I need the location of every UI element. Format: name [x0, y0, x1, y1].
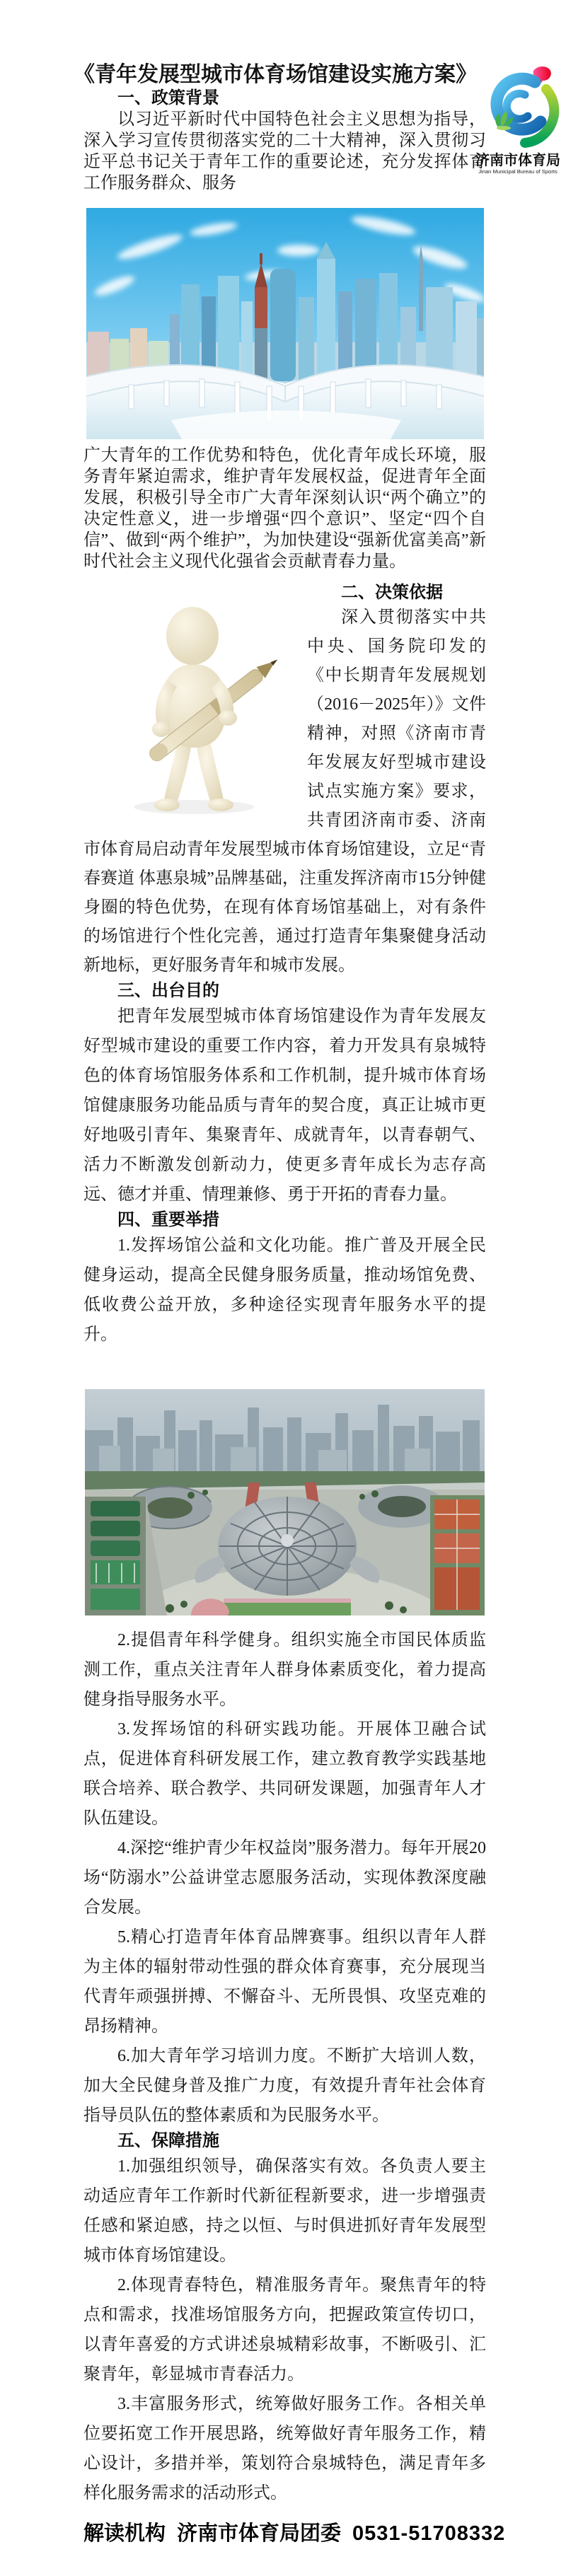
document-page: [0, 62, 566, 2576]
section-3-paragraph: 把青年发展型城市体育场馆建设作为青年发展友好型城市建设的重要工作内容，着力开发具有泉城特色的体育场馆服务体系和工作机制，提升城市体育场馆健康服务功能品质与青年的契合度，真正让城市更好地吸引青年、集聚青年、成就青年，以青春朝气、活力不断激发创新动力，使更多青年成长为志存高远、德才并重、情理兼修、勇于开拓的青春力量。: [83, 1007, 486, 1204]
stadium-aerial-image: [85, 1389, 485, 1615]
section-policy-background: [83, 88, 486, 572]
section-2-paragraph: 深入贯彻落实中共中央、国务院印发的《中长期青年发展规划（2016－2025年）》文件精神，对照《济南市青年发展友好型城市建设试点实施方案》要求，共青团济南市委、济南市体育局启动青年发展型城市体育场馆建设，立足“青春赛道 体惠泉城”品牌基础，注重发挥济南市15分钟健身圈的特色优势，在现有体育场馆基础上，对有条件的场馆进行个性化完善，通过打造青年集聚健身活动新地标，更好服务青年和城市发展。: [83, 608, 486, 975]
page-title: 《青年发展型城市体育场馆建设实施方案》: [74, 63, 477, 86]
figure-with-pen-image: [88, 596, 300, 817]
measure-item-1: 1.发挥场馆公益和文化功能。推广普及开展全民健身运动，提高全民健身服务质量，推动场馆免费、低收费公益开放，多种途径实现青年服务水平的提升。: [83, 1236, 486, 1344]
safeguard-item-2: 2.体现青春特色，精准服务青年。聚焦青年的特点和需求，找准场馆服务方向，把握政策宣传切口，以青年喜爱的方式讲述泉城精彩故事，不断吸引、汇聚青年，彰显城市青春活力。: [83, 2276, 486, 2384]
bureau-logo-icon: [473, 64, 563, 153]
section-1-paragraph: 以习近平新时代中国特色社会主义思想为指导，深入学习宣传贯彻落实党的二十大精神，深入贯彻习近平总书记关于青年工作的重要论述，充分发挥体育工作服务群众、服务: [83, 110, 486, 192]
logo-name-cn: 济南市体育局: [475, 153, 560, 168]
measure-item-6: 6.加大青年学习培训力度。不断扩大培训人数，加大全民健身普及推广力度，有效提升青年社会体育指导员队伍的整体素质和为民服务水平。: [83, 2047, 486, 2125]
section-4-heading: 四、重要举措: [117, 1210, 219, 1229]
section-purpose: [83, 980, 486, 1209]
section-1-heading: 一、政策背景: [117, 88, 219, 108]
section-decision-basis: [83, 581, 486, 980]
logo-name-en: Jinan Municipal Bureau of Sports: [478, 168, 558, 175]
measure-item-5: 5.精心打造青年体育品牌赛事。组织以青年人群为主体的辐射带动性强的群众体育赛事，充分展现当代青年顽强拼搏、不懈奋斗、无所畏惧、攻坚克难的昂扬精神。: [83, 1928, 486, 2036]
section-3-heading: 三、出台目的: [117, 981, 219, 1000]
measure-item-3: 3.发挥场馆的科研实践功能。开展体卫融合试点，促进体育科研发展工作，建立教育教学实践基地联合培养、联合教学、共同研发课题，加强青年人才队伍建设。: [83, 1720, 486, 1828]
section-safeguards: [83, 2130, 486, 2508]
measure-item-4: 4.深挖“维护青少年权益岗”服务潜力。每年开展20场“防溺水”公益讲堂志愿服务活动，实现体教深度融合发展。: [83, 1839, 486, 1917]
measure-item-2: 2.提倡青年科学健身。组织实施全市国民体质监测工作，重点关注青年人群身体素质变化，着力提高健身指导服务水平。: [83, 1631, 486, 1709]
city-skyline-image: [86, 208, 484, 439]
footer: [83, 2519, 506, 2548]
section-2-heading: 二、决策依据: [341, 583, 443, 602]
section-1-paragraph: 广大青年的工作优势和特色，优化青年成长环境，服务青年紧迫需求，维护青年发展权益，促进青年全面发展，积极引导全市广大青年深刻认识“两个确立”的决定性意义，进一步增强“四个意识”、坚定“四个自信”、做到“两个维护”，为加快建设“强新优富美高”新时代社会主义现代化强省会贡献青春力量。: [83, 446, 486, 571]
footer-phone: 0531-51708332: [352, 2522, 506, 2545]
footer-label: 解读机构: [83, 2522, 166, 2545]
section-key-measures: [83, 1209, 486, 2130]
section-5-heading: 五、保障措施: [117, 2131, 219, 2150]
footer-org: 济南市体育局团委: [177, 2522, 342, 2545]
safeguard-item-1: 1.加强组织领导，确保落实有效。各负责人要主动适应青年工作新时代新征程新要求，进一步增强责任感和紧迫感，持之以恒、与时俱进抓好青年发展型城市体育场馆建设。: [83, 2157, 486, 2265]
bureau-logo: [471, 64, 565, 175]
safeguard-item-3: 3.丰富服务形式，统筹做好服务工作。各相关单位要拓宽工作开展思路，统筹做好青年服务工作，精心设计，多措并举，策划符合泉城特色，满足青年多样化服务需求的活动形式。: [83, 2395, 486, 2502]
